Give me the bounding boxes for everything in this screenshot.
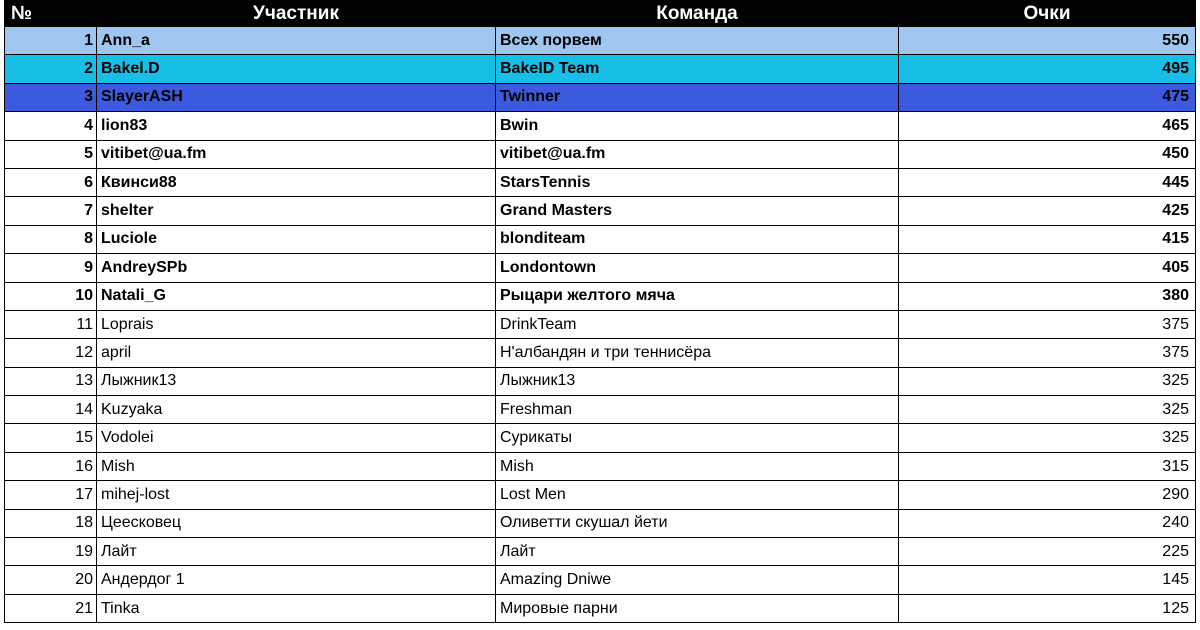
table-row: [5, 168, 1196, 196]
row-points: 380: [899, 282, 1196, 310]
row-points: 325: [899, 424, 1196, 452]
row-team: Freshman: [496, 396, 899, 424]
row-points: 240: [899, 509, 1196, 537]
row-participant: Лыжник13: [97, 367, 496, 395]
row-team: Amazing Dniwe: [496, 566, 899, 594]
row-participant: Ann_a: [97, 27, 496, 55]
row-participant: Natali_G: [97, 282, 496, 310]
row-points: 450: [899, 140, 1196, 168]
table-body: [5, 27, 1196, 623]
row-participant: shelter: [97, 197, 496, 225]
row-participant: AndreySPb: [97, 254, 496, 282]
row-participant: Mish: [97, 452, 496, 480]
row-participant: Vodolei: [97, 424, 496, 452]
row-participant: april: [97, 339, 496, 367]
header-participant: Участник: [97, 1, 496, 27]
row-team: Всех порвем: [496, 27, 899, 55]
row-rank: 11: [5, 310, 97, 338]
table-row: [5, 452, 1196, 480]
table-row: [5, 225, 1196, 253]
row-points: 315: [899, 452, 1196, 480]
table-row: [5, 481, 1196, 509]
row-participant: SlayerASH: [97, 83, 496, 111]
row-participant: Квинси88: [97, 168, 496, 196]
row-team: Оливетти скушал йети: [496, 509, 899, 537]
row-team: Рыцари желтого мяча: [496, 282, 899, 310]
row-participant: vitibet@ua.fm: [97, 140, 496, 168]
row-rank: 10: [5, 282, 97, 310]
row-points: 375: [899, 339, 1196, 367]
table-row: [5, 396, 1196, 424]
table-row: [5, 197, 1196, 225]
row-participant: Kuzyaka: [97, 396, 496, 424]
row-team: Bwin: [496, 112, 899, 140]
header-points: Очки: [899, 1, 1196, 27]
table-row: [5, 27, 1196, 55]
row-rank: 4: [5, 112, 97, 140]
table-row: [5, 538, 1196, 566]
row-points: 405: [899, 254, 1196, 282]
row-participant: Цеесковец: [97, 509, 496, 537]
header-team: Команда: [496, 1, 899, 27]
row-points: 290: [899, 481, 1196, 509]
header-row: [5, 1, 1196, 27]
table-row: [5, 282, 1196, 310]
row-team: vitibet@ua.fm: [496, 140, 899, 168]
row-team: Лайт: [496, 538, 899, 566]
table-row: [5, 112, 1196, 140]
row-participant: mihej-lost: [97, 481, 496, 509]
table-row: [5, 310, 1196, 338]
row-team: StarsTennis: [496, 168, 899, 196]
row-team: Н'албандян и три теннисёра: [496, 339, 899, 367]
row-rank: 1: [5, 27, 97, 55]
row-rank: 15: [5, 424, 97, 452]
row-rank: 18: [5, 509, 97, 537]
row-participant: Андердог 1: [97, 566, 496, 594]
table-header: [5, 1, 1196, 27]
row-points: 145: [899, 566, 1196, 594]
row-team: Mish: [496, 452, 899, 480]
row-rank: 12: [5, 339, 97, 367]
table-row: [5, 566, 1196, 594]
table-row: [5, 367, 1196, 395]
leaderboard-table: [4, 0, 1196, 623]
row-points: 325: [899, 396, 1196, 424]
row-team: Мировые парни: [496, 594, 899, 622]
row-rank: 14: [5, 396, 97, 424]
table-row: [5, 594, 1196, 622]
row-team: blonditeam: [496, 225, 899, 253]
row-points: 415: [899, 225, 1196, 253]
row-points: 425: [899, 197, 1196, 225]
row-points: 475: [899, 83, 1196, 111]
row-team: Сурикаты: [496, 424, 899, 452]
row-rank: 20: [5, 566, 97, 594]
row-participant: Tinka: [97, 594, 496, 622]
table-row: [5, 424, 1196, 452]
row-points: 550: [899, 27, 1196, 55]
row-rank: 8: [5, 225, 97, 253]
row-participant: Loprais: [97, 310, 496, 338]
row-points: 375: [899, 310, 1196, 338]
row-rank: 19: [5, 538, 97, 566]
row-rank: 2: [5, 55, 97, 83]
row-team: Grand Masters: [496, 197, 899, 225]
row-team: Londontown: [496, 254, 899, 282]
row-team: Лыжник13: [496, 367, 899, 395]
row-team: BakeID Team: [496, 55, 899, 83]
table-row: [5, 83, 1196, 111]
row-participant: lion83: [97, 112, 496, 140]
header-num: №: [5, 1, 97, 27]
row-rank: 21: [5, 594, 97, 622]
row-rank: 7: [5, 197, 97, 225]
table-row: [5, 339, 1196, 367]
row-points: 225: [899, 538, 1196, 566]
table-row: [5, 509, 1196, 537]
row-points: 465: [899, 112, 1196, 140]
row-rank: 17: [5, 481, 97, 509]
table-row: [5, 254, 1196, 282]
row-rank: 5: [5, 140, 97, 168]
row-rank: 3: [5, 83, 97, 111]
row-rank: 16: [5, 452, 97, 480]
row-points: 125: [899, 594, 1196, 622]
row-rank: 13: [5, 367, 97, 395]
row-participant: Bakel.D: [97, 55, 496, 83]
row-participant: Лайт: [97, 538, 496, 566]
table-row: [5, 140, 1196, 168]
row-participant: Luciole: [97, 225, 496, 253]
table-row: [5, 55, 1196, 83]
row-team: Lost Men: [496, 481, 899, 509]
row-rank: 6: [5, 168, 97, 196]
row-points: 495: [899, 55, 1196, 83]
row-team: Twinner: [496, 83, 899, 111]
row-rank: 9: [5, 254, 97, 282]
row-points: 325: [899, 367, 1196, 395]
row-team: DrinkTeam: [496, 310, 899, 338]
row-points: 445: [899, 168, 1196, 196]
